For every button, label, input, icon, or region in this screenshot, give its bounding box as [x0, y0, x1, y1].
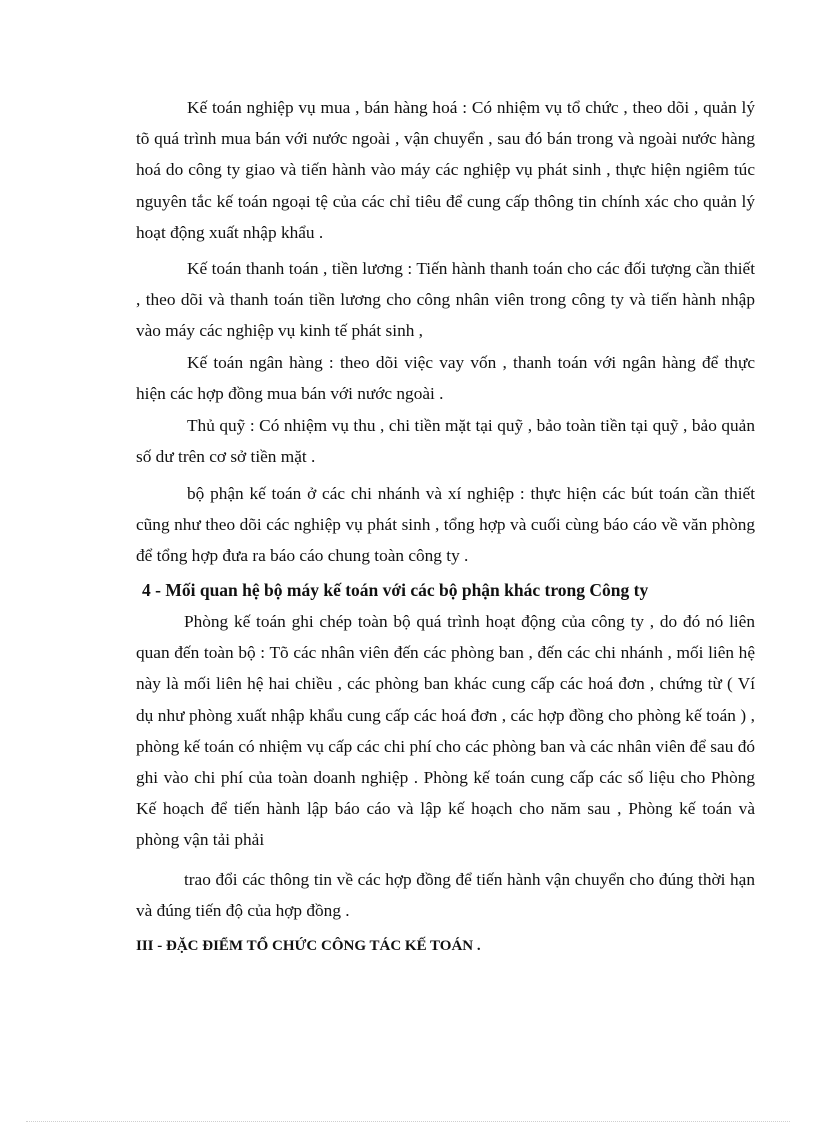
paragraph-branch-accounting: bộ phận kế toán ở các chi nhánh và xí nghiệp : thực hiện các bút toán cần thiết cũng như theo dõi các nghiệp vụ phát sinh , tổng hợp và cuối cùng báo cáo về văn phòng để tổng hợp đưa ra báo cáo chung toàn công ty .	[136, 484, 755, 566]
paragraph-purchase-sales-accounting: Kế toán nghiệp vụ mua , bán hàng hoá : Có nhiệm vụ tổ chức , theo dõi , quản lý tõ quá trình mua bán với nước ngoài , vận chuyển , sau đó bán trong và ngoài nước hàng hoá do công ty giao và tiến hành vào máy các nghiệp vụ phát sinh , thực hiện ngiêm túc nguyên tắc kế toán ngoại tệ của các chỉ tiêu để cung cấp thông tin chính xác cho quản lý hoạt động xuất nhập khẩu .	[136, 98, 755, 242]
paragraph-accounting-relations: Phòng kế toán ghi chép toàn bộ quá trình hoạt động của công ty , do đó nó liên quan đến toàn bộ : Tõ các nhân viên đến các phòng ban , đến các chi nhánh , mối liên hệ này là mối liên hệ hai chiều , các phòng ban khác cung cấp các hoá đơn , chứng từ ( Ví dụ như phòng xuất nhập khẩu cung cấp các hoá đơn , các hợp đồng cho phòng kế toán ) , phòng kế toán có nhiệm vụ cấp các chi phí cho các phòng ban và các nhân viên để sau đó ghi vào chi phí của toàn doanh nghiệp . Phòng kế toán cung cấp các số liệu cho Phòng Kế hoạch để tiến hành lập báo cáo và lập kế hoạch cho năm sau , Phòng kế toán và phòng vận tải phải	[136, 612, 755, 850]
section-heading-accounting-organization: III - ĐẶC ĐIỂM TỔ CHỨC CÔNG TÁC KẾ TOÁN .	[136, 938, 481, 954]
subheading-accounting-relations: 4 - Mối quan hệ bộ máy kế toán với các bộ phận khác trong Công ty	[142, 580, 649, 600]
paragraph-treasurer: Thủ quỹ : Có nhiệm vụ thu , chi tiền mặt tại quỹ , bảo toàn tiền tại quỹ , bảo quản số dư trên cơ sở tiền mặt .	[136, 416, 755, 467]
page-bottom-rule	[26, 1121, 790, 1122]
paragraph-relations-continuation: trao đổi các thông tin về các hợp đồng để tiến hành vận chuyển cho đúng thời hạn và đúng tiến độ của hợp đồng .	[136, 870, 755, 921]
paragraph-bank-accounting: Kế toán ngân hàng : theo dõi việc vay vốn , thanh toán với ngân hàng để thực hiện các hợp đồng mua bán với nước ngoài .	[136, 353, 755, 404]
paragraph-payment-payroll-accounting: Kế toán thanh toán , tiền lương : Tiến hành thanh toán cho các đối tượng cần thiết , theo dõi và thanh toán tiền lương cho công nhân viên trong công ty và tiến hành nhập vào máy các nghiệp vụ kinh tế phát sinh ,	[136, 259, 755, 341]
